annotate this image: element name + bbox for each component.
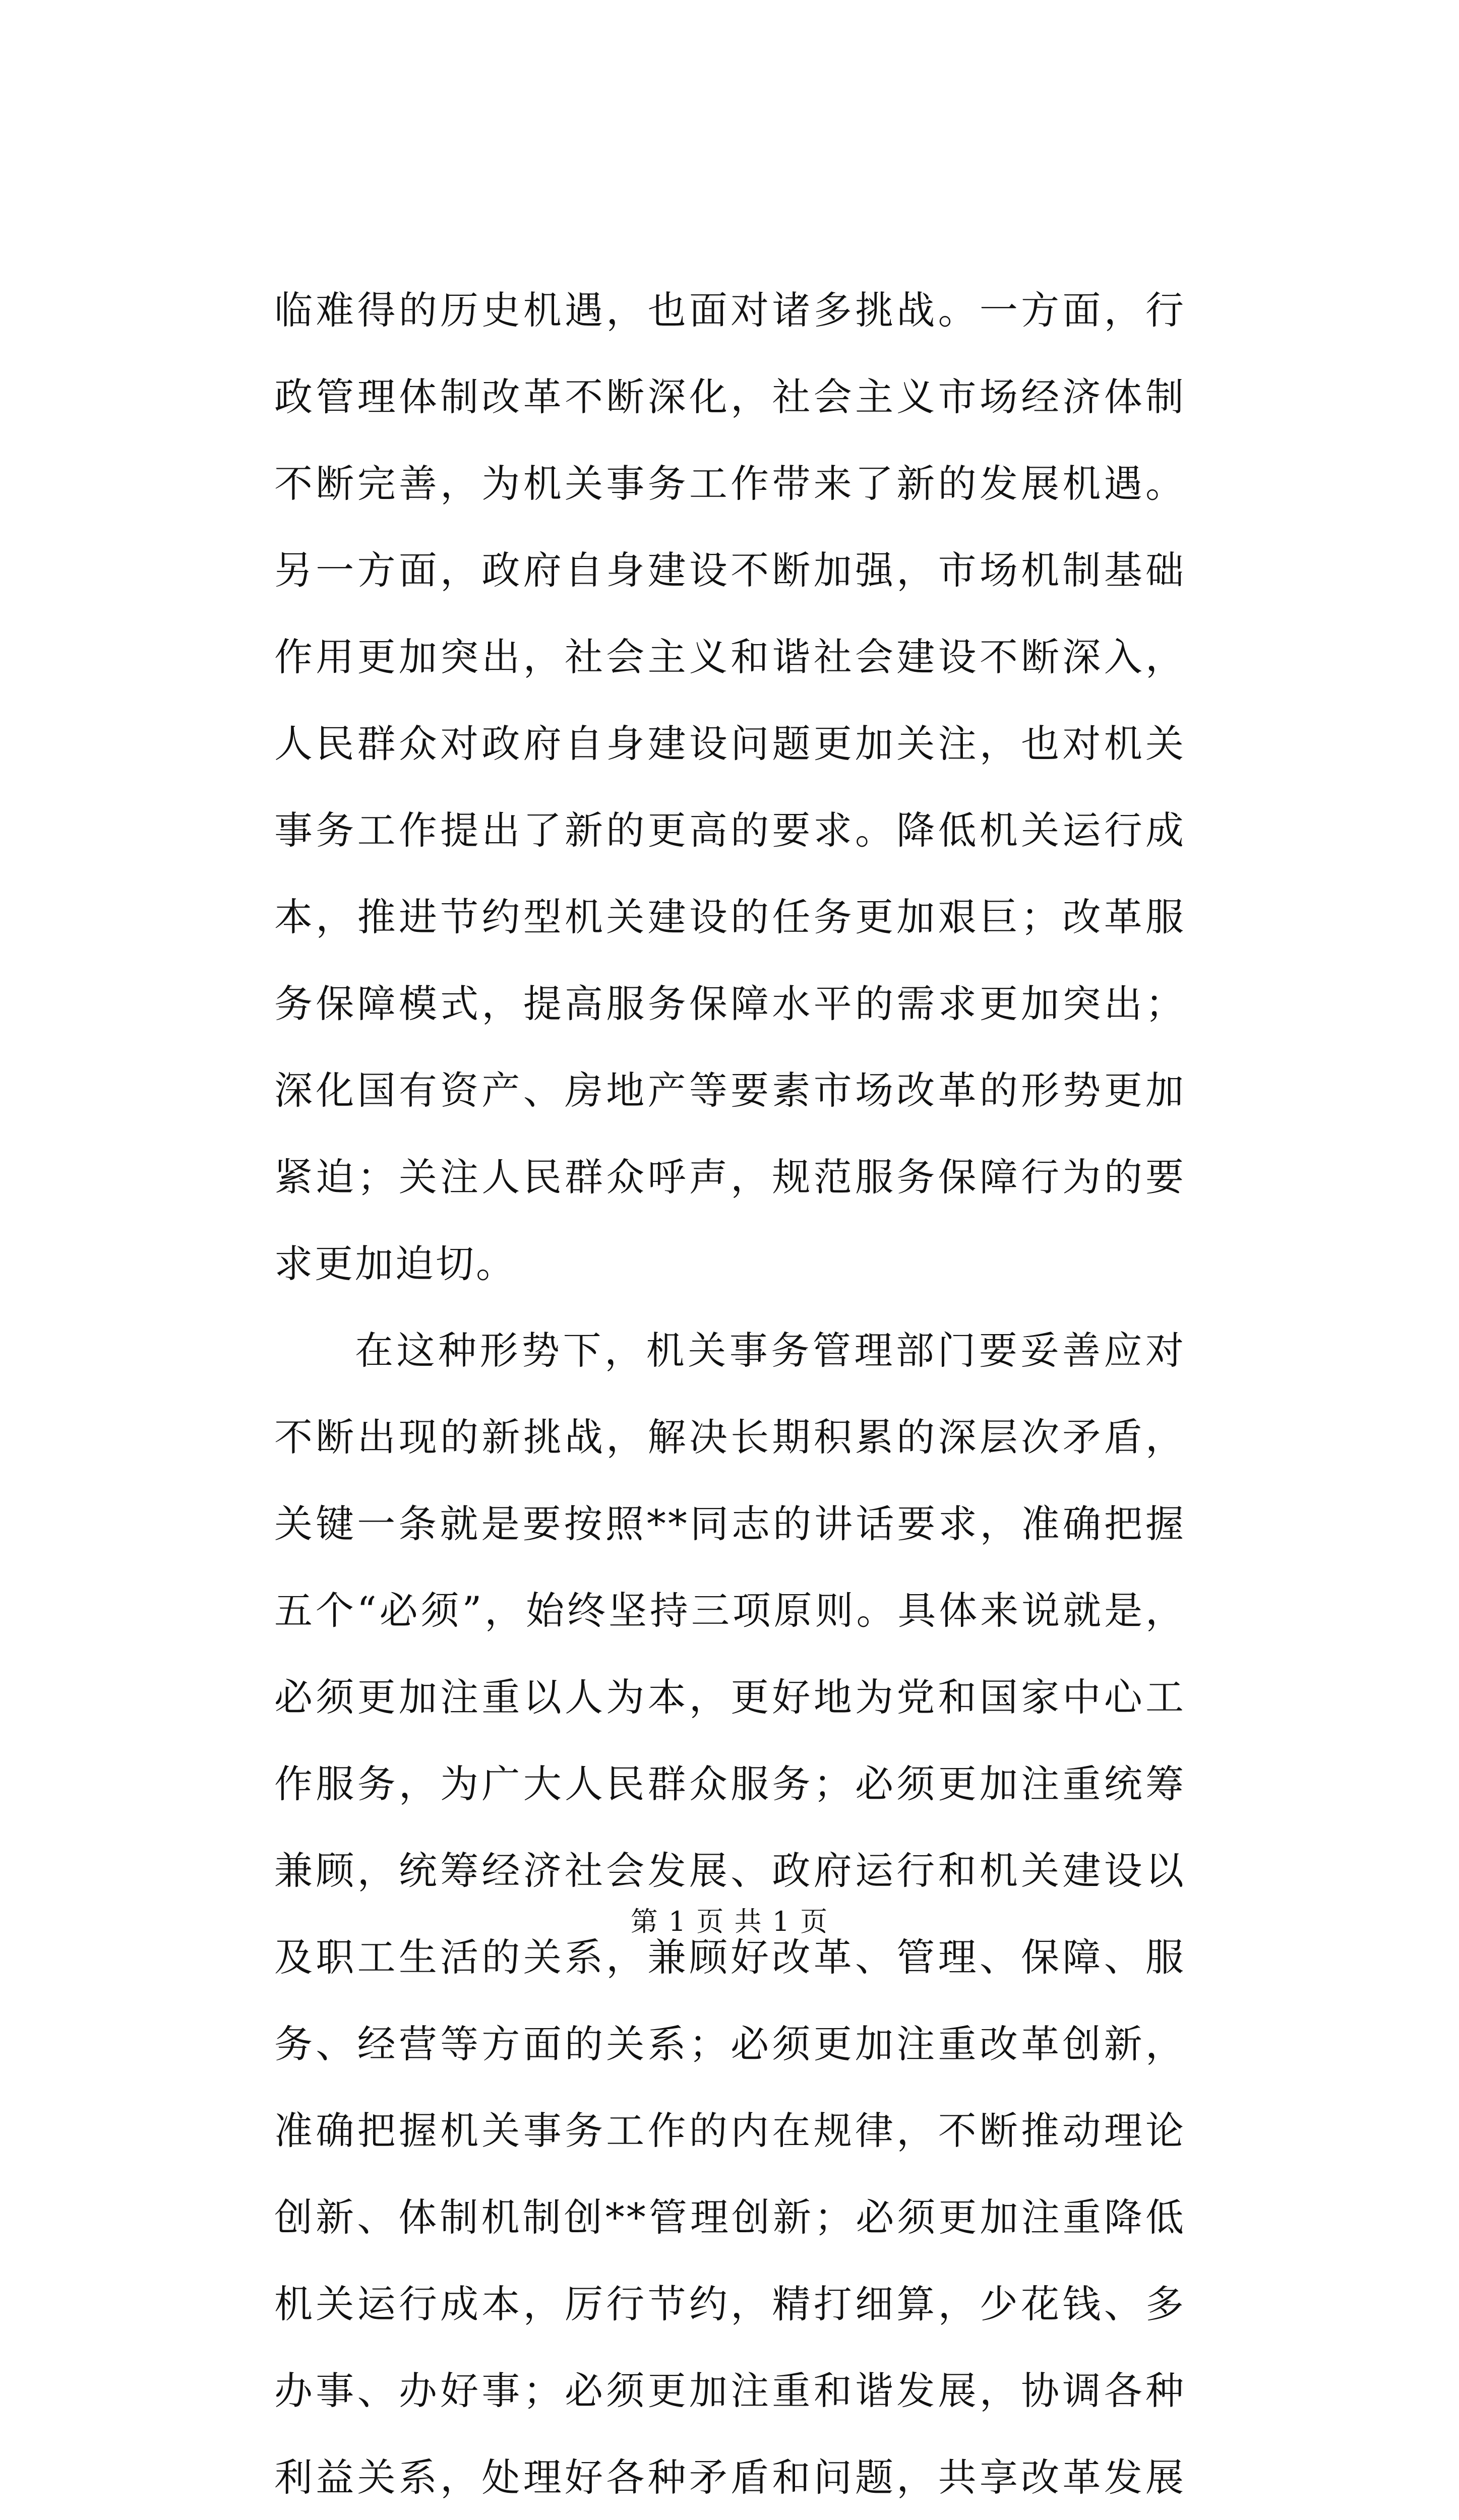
paragraph-2: 在这种形势下，机关事务管理部门要妥善应对不断出现的新挑战，解决长期积累的深层次矛盾，关键一条就是要按照**同志的讲话要求，准确把握五个“必须”，始终坚持三项原则。具体来说就是，必须更加注重以人为本，更好地为党和国家中心工作服务，为广大人民群众服务；必须更加注重统筹兼顾，统筹经济社会发展、政府运行和机关建设以及职工生活的关系，兼顾好改革、管理、保障、服务、经营等方面的关系；必须更加注重改革创新，准确把握机关事务工作的内在规律，不断推动理论创新、体制机制创**管理创新；必须更加注重降低机关运行成本，厉行节约，精打细算，少花钱、多办事、办好事；必须更加注重和谐发展，协调各种利益关系，处理好各种矛盾和问题，共享改革发展	[274, 1328, 1186, 2500]
page-footer: 第 1 页 共 1 页	[630, 1906, 829, 1937]
paragraph-1: 临难得的历史机遇，也面对诸多挑战。一方面，行政管理体制改革不断深化，社会主义市场经济体制不断完善，为机关事务工作带来了新的发展机遇。另一方面，政府自身建设不断加强，市场机制基础作用更加突出，社会主义和谐社会建设不断深入，人民群众对政府自身建设问题更加关注，也对机关事务工作提出了新的更高的要求。降低机关运行成本，推进节约型机关建设的任务更加艰巨；改革服务保障模式，提高服务保障水平的需求更加突出；深化国有资产、房地产等要素市场改革的形势更加紧迫；关注人民群众呼声，规范服务保障行为的要求更加迫切。	[274, 288, 1186, 1286]
document-body	[274, 267, 1186, 2520]
